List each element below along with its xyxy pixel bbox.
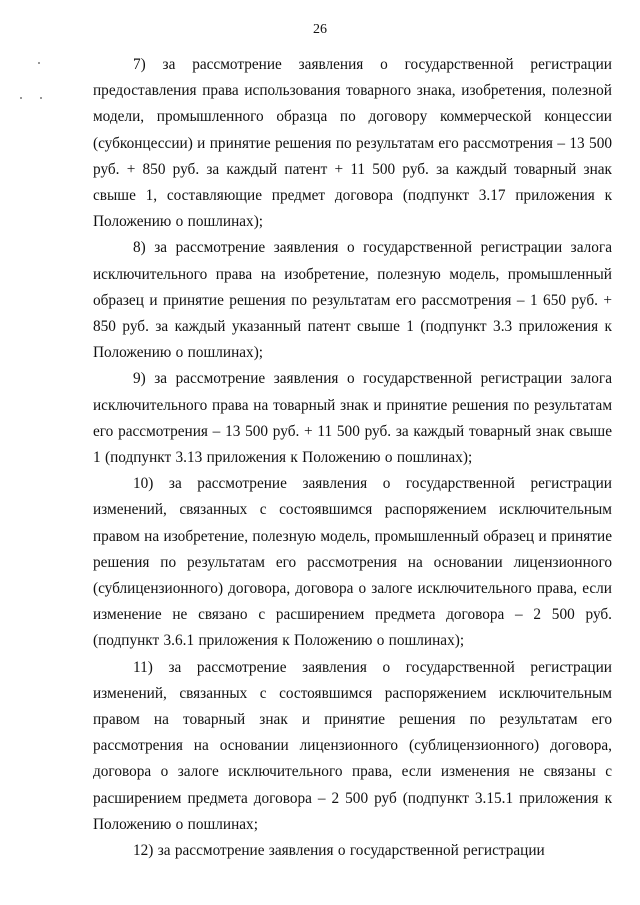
paragraph-item-7: 7) за рассмотрение заявления о государственной регистрации предоставления права использования товарного знака, изобретения, полезной модели, промышленного образца по договору коммерческой концессии (субконцессии) и принятие решения по результатам его рассмотрения – 13 500 руб. + 850 руб. за каждый патент + 11 500 руб. за каждый товарный знак свыше 1, составляющие предмет договора (подпункт 3.17 приложения к Положению о пошлинах);: [93, 56, 612, 231]
scan-speck: [38, 62, 40, 64]
paragraph-item-11: 11) за рассмотрение заявления о государственной регистрации изменений, связанных с состоявшимся распоряжением исключительным правом на товарный знак и принятие решения по результатам его рассмотрения на основании лицензионного (сублицензионного) договора, договора о залоге исключительного права, если изменения не связаны с расширением предмета договора – 2 500 руб (подпункт 3.15.1 приложения к Положению о пошлинах;: [93, 658, 612, 833]
document-body: [93, 52, 612, 864]
scan-speck: [40, 97, 42, 99]
page-number: 26: [313, 22, 327, 37]
paragraph-item-10: 10) за рассмотрение заявления о государственной регистрации изменений, связанных с состоявшимся распоряжением исключительным правом на изобретение, полезную модель, промышленный образец и принятие решения по результатам его рассмотрения на основании лицензионного (сублицензионного) договора, договора о залоге исключительного права, если изменение не связано с расширением предмета договора – 2 500 руб. (подпункт 3.6.1 приложения к Положению о пошлинах);: [93, 475, 612, 650]
paragraph-item-9: 9) за рассмотрение заявления о государственной регистрации залога исключительного права на товарный знак и принятие решения по результатам его рассмотрения – 13 500 руб. + 11 500 руб. за каждый товарный знак свыше 1 (подпункт 3.13 приложения к Положению о пошлинах);: [93, 370, 612, 467]
scan-speck: [20, 97, 22, 99]
paragraph-item-8: 8) за рассмотрение заявления о государственной регистрации залога исключительного права на изобретение, полезную модель, промышленный образец и принятие решения по результатам его рассмотрения – 1 650 руб. + 850 руб. за каждый указанный патент свыше 1 (подпункт 3.3 приложения к Положению о пошлинах);: [93, 239, 612, 362]
paragraph-item-12: 12) за рассмотрение заявления о государственной регистрации: [133, 842, 545, 860]
